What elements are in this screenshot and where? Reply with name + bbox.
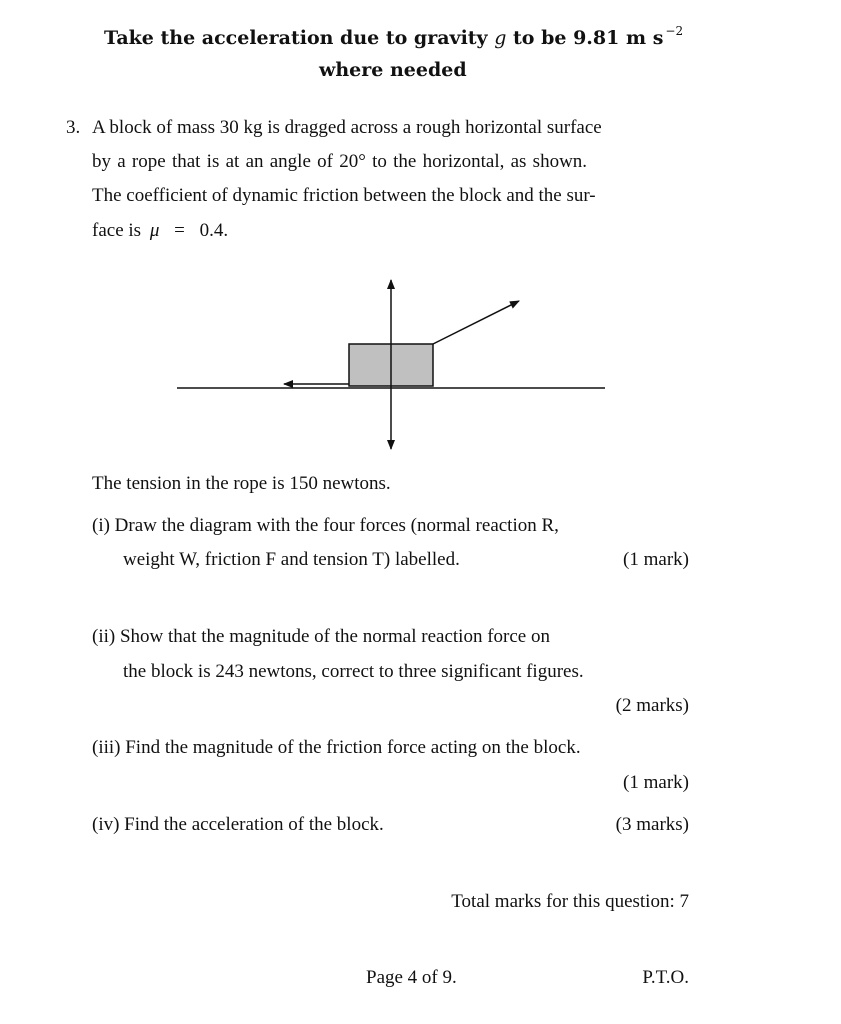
instruction-tail: to be 9.81 m s [513,27,664,49]
g-symbol: g [494,27,507,49]
pto-label: P.T.O. [642,967,689,988]
stem-line-4 [92,220,228,242]
stem-line-1: A block of mass 30 kg is dragged across a rough horizontal surface [92,117,602,138]
part-i-line-2: weight W, friction F and tension T) labelled. [123,549,460,570]
question-number: 3. [66,117,81,138]
part-iv-line-1: (iv) Find the acceleration of the block. [92,814,384,835]
total-marks: Total marks for this question: 7 [451,891,689,912]
part-iii-line-1: (iii) Find the magnitude of the friction force acting on the block. [92,737,581,758]
part-ii-marks: (2 marks) [615,695,689,716]
part-i-line-1: (i) Draw the diagram with the four forces (normal reaction R, [92,515,559,536]
stem-last-prefix: face is [92,220,142,241]
force-diagram [170,275,610,455]
exponent: −2 [665,24,684,38]
mu-symbol: μ [149,220,160,241]
tension-text: The tension in the rope is 150 newtons. [92,473,391,494]
page-number: Page 4 of 9. [366,967,457,988]
part-i-marks: (1 mark) [623,549,689,570]
equals-sign: = [174,220,185,241]
part-ii-line-1: (ii) Show that the magnitude of the normal reaction force on [92,626,550,647]
instruction-text: Take the acceleration due to gravity [104,27,488,49]
part-ii-line-2: the block is 243 newtons, correct to three significant figures. [123,661,584,682]
part-iv-marks: (3 marks) [615,814,689,835]
stem-line-2: by a rope that is at an angle of 20° to the horizontal, as shown. [92,151,588,172]
part-iii-marks: (1 mark) [623,772,689,793]
instruction-line-1 [104,24,683,49]
mu-value: 0.4. [199,220,229,241]
instruction-line-2: where needed [319,59,467,81]
rope-tension-arrow [433,301,519,344]
stem-line-3: The coefficient of dynamic friction between the block and the sur- [92,185,596,206]
